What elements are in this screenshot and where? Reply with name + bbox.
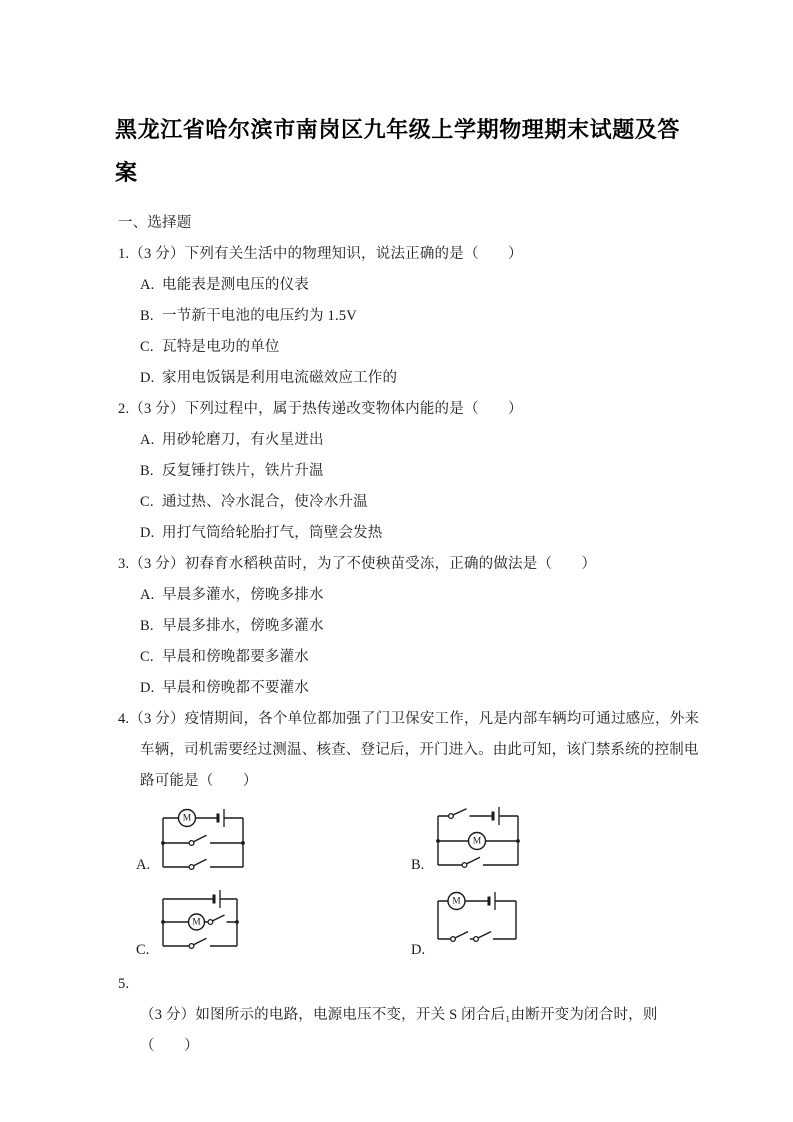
question-1 [115, 239, 703, 394]
question-1-option-d [140, 363, 703, 394]
option-label: C. [140, 494, 154, 511]
battery-icon [493, 807, 499, 825]
junction-dot [161, 842, 165, 846]
option-text: 早晨和傍晚都要多灌水 [162, 649, 309, 666]
question-3-option-c [140, 642, 703, 673]
option-label: B. [140, 618, 154, 635]
wire [163, 818, 243, 867]
question-5 [115, 969, 703, 1062]
question-1-option-b [140, 301, 703, 332]
switch-icon [189, 860, 206, 870]
question-3-option-d [140, 673, 703, 704]
motor-label: M [192, 917, 201, 928]
option-label: A. [140, 432, 155, 449]
figure-label-d: D. [411, 942, 426, 959]
option-label: C. [140, 649, 154, 666]
circuit-diagram-d [433, 890, 521, 946]
switch-icon [462, 858, 480, 868]
option-text: 瓦特是电功的单位 [162, 339, 280, 356]
question-4-stem [118, 704, 703, 797]
option-label: D. [140, 680, 155, 697]
option-label: C. [140, 339, 154, 356]
option-label: A. [140, 587, 155, 604]
option-label: A. [140, 277, 155, 294]
section-heading-multiple-choice: 一、选择题 [118, 215, 192, 232]
motor-label: M [472, 836, 482, 847]
question-3-option-b [140, 611, 703, 642]
question-number: 3. [118, 556, 130, 573]
question-2-option-a [140, 425, 703, 456]
circuit-diagram-a [158, 807, 248, 875]
switch-icon [449, 809, 467, 819]
junction-dot [436, 840, 440, 844]
question-4 [115, 704, 703, 969]
option-label: B. [140, 308, 154, 325]
motor-label: M [452, 896, 461, 907]
figure-label-b: B. [411, 857, 425, 874]
question-text: （3 分）如图所示的电路，电源电压不变，开关 S 闭合后₁由断开变为闭合时，则（ ） [140, 1007, 658, 1055]
figure-label-a: A. [136, 857, 151, 874]
question-4-figures [115, 797, 703, 969]
question-2-option-b [140, 456, 703, 487]
question-number: 5. [118, 976, 130, 993]
switch-icon [451, 932, 468, 942]
question-text: （3 分）下列有关生活中的物理知识，说法正确的是（ ） [129, 246, 523, 263]
question-text: （3 分）初春育水稻秧苗时，为了不使秧苗受冻，正确的做法是（ ） [129, 556, 597, 573]
junction-dot [235, 921, 239, 925]
option-text: 家用电饭锅是利用电流磁效应工作的 [162, 370, 398, 387]
option-label: D. [140, 525, 155, 542]
question-text: （3 分）下列过程中，属于热传递改变物体内能的是（ ） [129, 401, 523, 418]
question-1-stem [118, 239, 703, 270]
battery-icon [214, 890, 220, 908]
circuit-diagram-b [433, 805, 523, 873]
battery-icon [489, 892, 495, 910]
question-number: 4. [118, 711, 130, 728]
option-text: 早晨多排水，傍晚多灌水 [162, 618, 324, 635]
option-text: 一节新干电池的电压约为 1.5V [162, 308, 357, 325]
switch-icon [474, 932, 491, 942]
option-text: 早晨和傍晚都不要灌水 [162, 680, 309, 697]
question-2-stem [118, 394, 703, 425]
option-text: 通过热、冷水混合，使冷水升温 [162, 494, 368, 511]
circuit-diagram-c [158, 888, 242, 952]
option-label: D. [140, 370, 155, 387]
question-1-option-a [140, 270, 703, 301]
option-text: 反复锤打铁片，铁片升温 [162, 463, 324, 480]
motor-label: M [182, 813, 192, 824]
question-3-option-a [140, 580, 703, 611]
question-2-option-d [140, 518, 703, 549]
junction-dot [241, 842, 245, 846]
junction-dot [516, 840, 520, 844]
battery-icon [218, 809, 224, 827]
question-5-stem [118, 969, 703, 1062]
option-text: 用砂轮磨刀，有火星迸出 [162, 432, 324, 449]
switch-icon [208, 915, 225, 924]
question-2 [115, 394, 703, 549]
figure-label-c: C. [136, 942, 150, 959]
question-3 [115, 549, 703, 704]
question-number: 1. [118, 246, 130, 263]
option-text: 用打气筒给轮胎打气，筒壁会发热 [162, 525, 383, 542]
question-1-option-c [140, 332, 703, 363]
question-number: 2. [118, 401, 130, 418]
option-text: 电能表是测电压的仪表 [162, 277, 309, 294]
junction-dot [161, 921, 165, 925]
question-text: （3 分）疫情期间，各个单位都加强了门卫保安工作，凡是内部车辆均可通过感应，外来车辆，司机需要经过测温、核查、登记后，开门进入。由此可知，该门禁系统的控制电路可能是（ ） [129, 711, 700, 790]
switch-icon [189, 939, 206, 949]
question-2-option-c [140, 487, 703, 518]
document-title: 黑龙江省哈尔滨市南岗区九年级上学期物理期末试题及答案 [115, 116, 681, 185]
switch-icon [189, 836, 206, 846]
question-3-stem [118, 549, 703, 580]
option-text: 早晨多灌水，傍晚多排水 [162, 587, 324, 604]
option-label: B. [140, 463, 154, 480]
